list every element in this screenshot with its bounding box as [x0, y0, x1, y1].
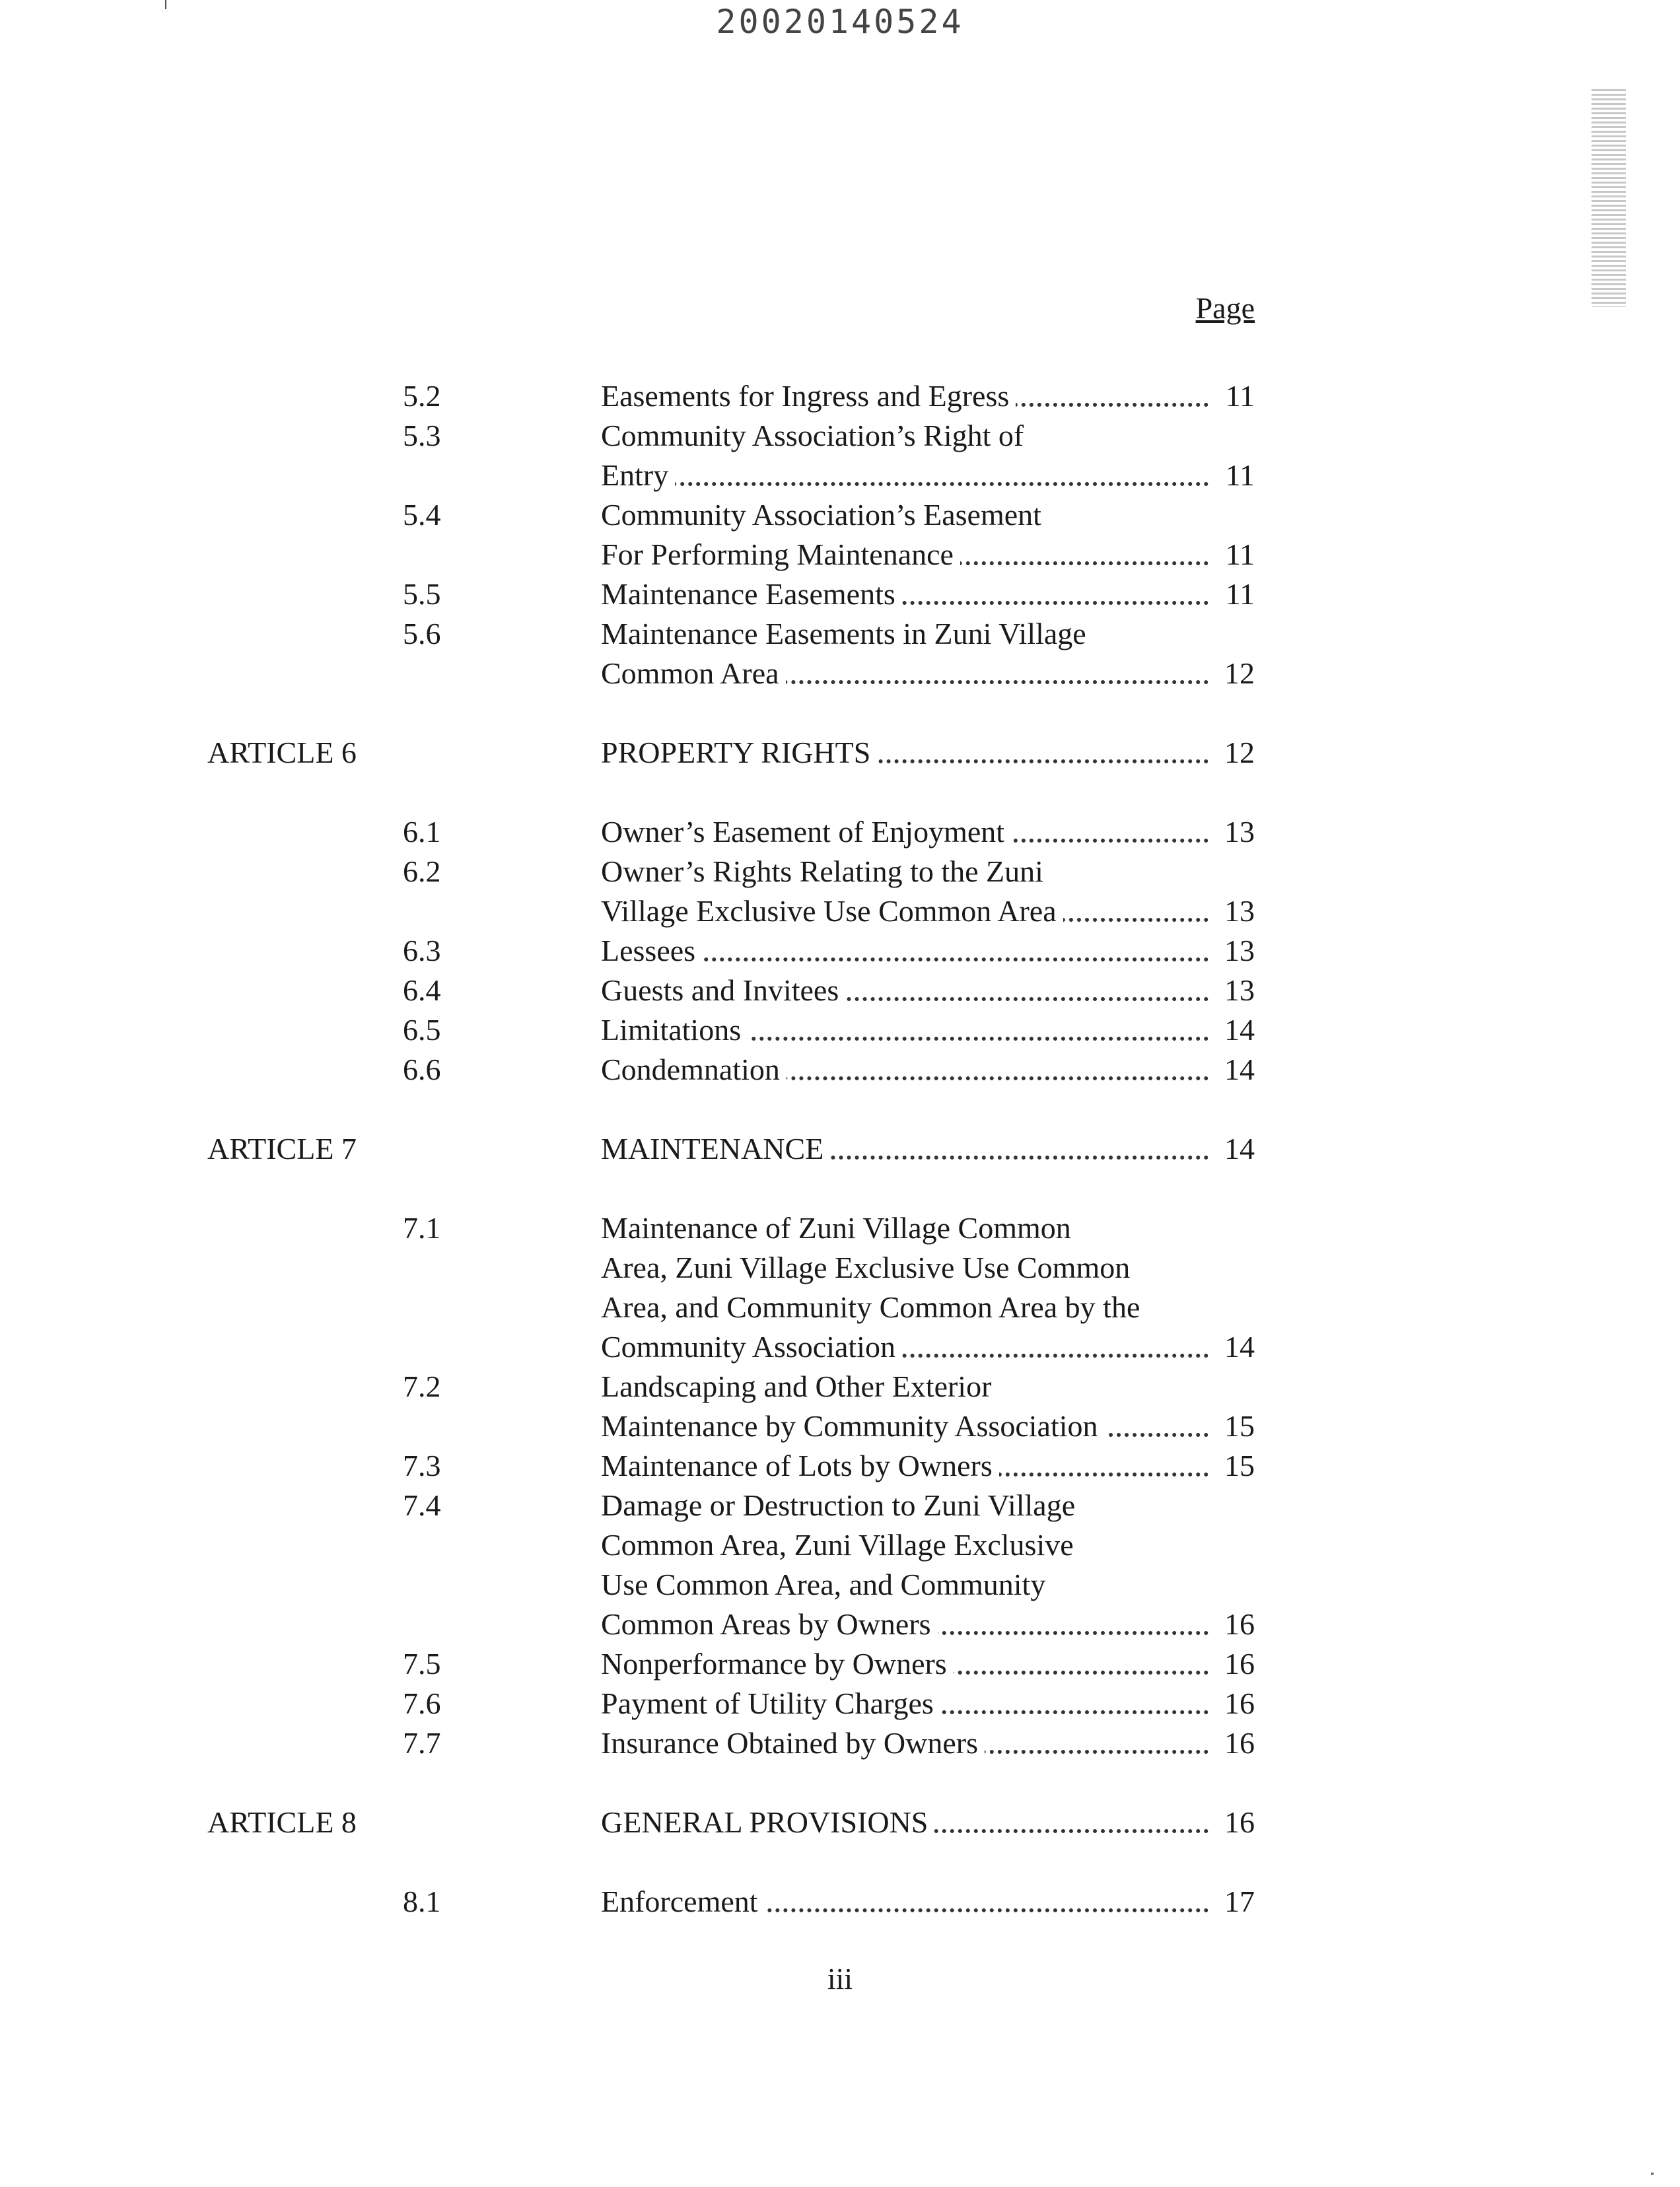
section-number: 5.6 — [403, 617, 441, 650]
entry-title — [601, 1010, 1255, 1050]
title-line — [601, 891, 1255, 931]
toc-entry — [198, 1010, 1255, 1050]
section-number: 6.6 — [403, 1053, 441, 1086]
toc-entry — [198, 1050, 1255, 1090]
entry-title — [601, 1050, 1255, 1090]
entry-title — [601, 1129, 1255, 1169]
page-reference: 13 — [1211, 931, 1255, 971]
page-reference: 17 — [1211, 1882, 1255, 1922]
toc-entry — [198, 812, 1255, 852]
title-text: Community Association — [601, 1330, 902, 1364]
entry-title — [601, 1723, 1255, 1763]
page-reference: 15 — [1211, 1446, 1255, 1486]
section-number: 6.3 — [403, 934, 441, 967]
section-number: 6.4 — [403, 973, 441, 1007]
toc-entry — [198, 733, 1255, 773]
title-text: Maintenance of Zuni Village Common — [601, 1211, 1078, 1245]
entry-title — [601, 614, 1255, 693]
section-number: 7.1 — [403, 1211, 441, 1245]
title-line — [601, 1010, 1255, 1050]
page-reference: 12 — [1211, 654, 1255, 693]
entry-title — [601, 495, 1255, 574]
toc-entry — [198, 1446, 1255, 1486]
page-reference: 13 — [1211, 971, 1255, 1010]
title-text: Community Association’s Right of — [601, 419, 1030, 452]
title-text: Maintenance by Community Association — [601, 1409, 1105, 1443]
page-reference: 14 — [1211, 1050, 1255, 1090]
title-line — [601, 654, 1255, 693]
title-text: Payment of Utility Charges — [601, 1686, 940, 1720]
scan-speck — [1651, 2172, 1654, 2175]
title-text: Entry — [601, 458, 675, 492]
toc-entry — [198, 931, 1255, 971]
document-number: 20020140524 — [716, 3, 964, 41]
title-line — [601, 1406, 1255, 1446]
entry-title — [601, 812, 1255, 852]
title-line — [601, 1486, 1255, 1525]
section-number: 7.7 — [403, 1726, 441, 1760]
title-text: Insurance Obtained by Owners — [601, 1726, 985, 1760]
page-reference: 16 — [1211, 1605, 1255, 1644]
entry-title — [601, 1446, 1255, 1486]
toc-entry — [198, 1208, 1255, 1367]
title-line — [601, 1882, 1255, 1922]
page-reference: 13 — [1211, 891, 1255, 931]
entry-title — [601, 733, 1255, 773]
title-line — [601, 733, 1255, 773]
toc-entry — [198, 495, 1255, 574]
title-text: Area, and Community Common Area by the — [601, 1290, 1146, 1324]
page-number-footer: iii — [827, 1962, 853, 1996]
entry-title — [601, 971, 1255, 1010]
title-text: Owner’s Rights Relating to the Zuni — [601, 854, 1050, 888]
section-number: 6.1 — [403, 815, 441, 849]
title-text: Maintenance of Lots by Owners — [601, 1449, 999, 1482]
title-line — [601, 574, 1255, 614]
title-line — [601, 1525, 1255, 1565]
title-line — [601, 1367, 1255, 1406]
toc-entry — [198, 1644, 1255, 1684]
title-text: Guests and Invitees — [601, 973, 845, 1007]
title-line — [601, 1565, 1255, 1605]
section-number: 7.5 — [403, 1647, 441, 1681]
toc-entry — [198, 574, 1255, 614]
title-text: PROPERTY RIGHTS — [601, 736, 877, 769]
title-line — [601, 931, 1255, 971]
entry-title — [601, 931, 1255, 971]
title-line — [601, 1446, 1255, 1486]
title-text: Village Exclusive Use Common Area — [601, 894, 1063, 928]
title-line — [601, 1644, 1255, 1684]
title-line — [601, 1327, 1255, 1367]
page-reference: 14 — [1211, 1010, 1255, 1050]
title-text: Easements for Ingress and Egress — [601, 379, 1016, 413]
title-line — [601, 852, 1255, 891]
toc-entry — [198, 1803, 1255, 1842]
entry-title — [601, 416, 1255, 495]
section-number: 8.1 — [403, 1885, 441, 1918]
title-text: Maintenance Easements — [601, 577, 902, 611]
title-line — [601, 1208, 1255, 1248]
title-text: GENERAL PROVISIONS — [601, 1805, 934, 1839]
article-number: ARTICLE 6 — [207, 736, 357, 769]
section-number: 5.4 — [403, 498, 441, 532]
entry-title — [601, 1486, 1255, 1644]
page-reference: 16 — [1211, 1803, 1255, 1842]
page-reference: 12 — [1211, 733, 1255, 773]
entry-title — [601, 852, 1255, 931]
title-line — [601, 1605, 1255, 1644]
section-number: 5.5 — [403, 577, 441, 611]
recording-stamp — [1592, 89, 1626, 307]
article-number: ARTICLE 8 — [207, 1805, 357, 1839]
title-line — [601, 495, 1255, 535]
title-line — [601, 1684, 1255, 1723]
entry-title — [601, 574, 1255, 614]
page-reference: 15 — [1211, 1406, 1255, 1446]
page-reference: 16 — [1211, 1644, 1255, 1684]
section-number: 6.2 — [403, 854, 441, 888]
page-reference: 11 — [1211, 456, 1255, 495]
page-reference: 14 — [1211, 1129, 1255, 1169]
title-line — [601, 1803, 1255, 1842]
section-number: 7.2 — [403, 1370, 441, 1403]
section-number: 6.5 — [403, 1013, 441, 1047]
title-line — [601, 812, 1255, 852]
title-line — [601, 1050, 1255, 1090]
title-text: Common Area — [601, 656, 786, 690]
toc-entry — [198, 1367, 1255, 1446]
title-line — [601, 1248, 1255, 1288]
title-text: Enforcement — [601, 1885, 765, 1918]
toc-entry — [198, 376, 1255, 416]
title-text: Landscaping and Other Exterior — [601, 1370, 998, 1403]
title-line — [601, 456, 1255, 495]
title-line — [601, 971, 1255, 1010]
toc-entry — [198, 1723, 1255, 1763]
title-text: For Performing Maintenance — [601, 538, 960, 571]
page-reference: 11 — [1211, 535, 1255, 574]
toc-entry — [198, 614, 1255, 693]
title-line — [601, 614, 1255, 654]
toc-entry — [198, 1684, 1255, 1723]
section-number: 7.6 — [403, 1686, 441, 1720]
dot-leader — [601, 482, 1208, 486]
title-line — [601, 535, 1255, 574]
page-reference: 16 — [1211, 1684, 1255, 1723]
section-number: 5.3 — [403, 419, 441, 452]
page-reference: 11 — [1211, 376, 1255, 416]
title-line — [601, 376, 1255, 416]
entry-title — [601, 1882, 1255, 1922]
title-text: Owner’s Easement of Enjoyment — [601, 815, 1011, 849]
toc-entry — [198, 416, 1255, 495]
title-text: Common Area, Zuni Village Exclusive — [601, 1528, 1080, 1562]
page-column-heading: Page — [1195, 291, 1255, 325]
title-line — [601, 1129, 1255, 1169]
entry-title — [601, 1684, 1255, 1723]
section-number: 5.2 — [403, 379, 441, 413]
entry-title — [601, 376, 1255, 416]
title-text: Community Association’s Easement — [601, 498, 1048, 532]
entry-title — [601, 1803, 1255, 1842]
title-text: MAINTENANCE — [601, 1132, 830, 1165]
title-line — [601, 1288, 1255, 1327]
toc-entry — [198, 852, 1255, 931]
toc-entry — [198, 1882, 1255, 1922]
article-number: ARTICLE 7 — [207, 1132, 357, 1165]
page-reference: 11 — [1211, 574, 1255, 614]
title-text: Area, Zuni Village Exclusive Use Common — [601, 1251, 1137, 1284]
title-text: Common Areas by Owners — [601, 1607, 938, 1641]
title-text: Lessees — [601, 934, 702, 967]
section-number: 7.3 — [403, 1449, 441, 1482]
title-line — [601, 416, 1255, 456]
page-reference: 13 — [1211, 812, 1255, 852]
toc-entry — [198, 971, 1255, 1010]
entry-title — [601, 1208, 1255, 1367]
title-text: Damage or Destruction to Zuni Village — [601, 1488, 1082, 1522]
title-text: Condemnation — [601, 1053, 787, 1086]
entry-title — [601, 1367, 1255, 1446]
page-reference: 16 — [1211, 1723, 1255, 1763]
toc-entry — [198, 1129, 1255, 1169]
entry-title — [601, 1644, 1255, 1684]
section-number: 7.4 — [403, 1488, 441, 1522]
toc-entry — [198, 1486, 1255, 1644]
title-text: Limitations — [601, 1013, 748, 1047]
title-text: Use Common Area, and Community — [601, 1568, 1052, 1601]
title-text: Maintenance Easements in Zuni Village — [601, 617, 1093, 650]
title-text: Nonperformance by Owners — [601, 1647, 954, 1681]
page-reference: 14 — [1211, 1327, 1255, 1367]
title-line — [601, 1723, 1255, 1763]
